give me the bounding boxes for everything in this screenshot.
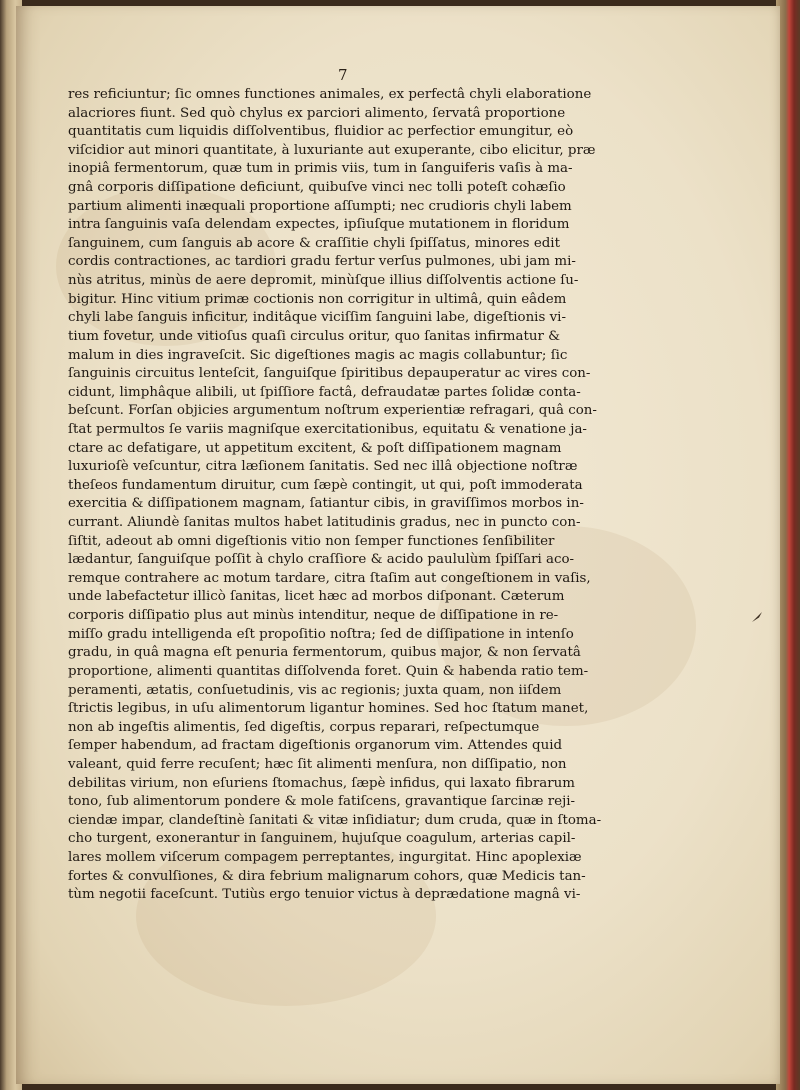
text-line: res reficiuntur; ſic omnes functiones animales, ex perfectâ chyli elaboratione [68,87,592,102]
text-line: tono, ſub alimentorum pondere & mole fatiſcens, gravantique ſarcinæ reji- [68,794,576,810]
text-line: non ab ingeſtis alimentis, ſed digeſtis, corpus reparari, reſpectumque [68,719,540,735]
text-line: debilitas virium, non eſuriens ſtomachus, ſæpè infidus, qui laxato fibrarum [68,775,575,791]
page-number: 7 [338,66,348,84]
text-line: inopiâ fermentorum, quæ tum in primis viis, tum in ſanguiferis vaſis à ma- [68,161,573,177]
text-line: partium alimenti inæquali proportione aſſumpti; nec crudioris chyli labem [68,198,572,214]
text-line: exercitia & diſſipationem magnam, ſatiantur cibis, in graviſſimos morbos in- [68,496,584,512]
text-line: ſemper habendum, ad fractam digeſtionis organorum vim. Attendes quid [68,738,563,754]
text-line: currant. Aliundè ſanitas multos habet latitudinis gradus, nec in puncto con- [68,515,581,531]
text-line: beſcunt. Forſan objicies argumentum noſtrum experientiæ refragari, quâ con- [68,403,597,419]
text-line: proportione, alimenti quantitas diſſolvenda foret. Quin & habenda ratio tem- [68,663,589,679]
text-line: quantitatis cum liquidis diſſolventibus, fluidior ac perfectior emungitur, eò [68,124,574,140]
text-line: valeant, quid ferre recuſent; hæc ſit alimenti menſura, non diſſipatio, non [68,756,567,772]
text-line: ſanguinem, cum ſanguis ab acore & craſſitie chyli ſpiſſatus, minores edit [68,235,560,251]
text-line: lædantur, ſanguiſque poſſit à chylo craſſiore & acido paululùm ſpiſſari aco- [68,552,575,568]
text-line: luxurioſè veſcuntur, citra læſionem ſanitatis. Sed nec illâ objectione noſtræ [68,459,578,475]
text-line: alacriores fiunt. Sed quò chylus ex parciori alimento, ſervatâ proportione [68,105,566,121]
body-text [68,86,768,905]
text-line: bigitur. Hinc vitium primæ coctionis non corrigitur in ultimâ, quin eâdem [68,291,567,307]
text-line: tium fovetur, unde vitioſus quaſi circulus oritur, quo ſanitas infirmatur & [68,328,561,344]
text-line: cidunt, limphâque alibili, ut ſpiſſiore factâ, defraudatæ partes ſolidæ conta- [68,384,581,400]
text-line: ſtat permultos ſe variis magniſque exercitationibus, equitatu & venatione ja- [68,421,587,437]
text-line: gradu, in quâ magna eſt penuria fermentorum, quibus major, & non ſervatâ [68,645,581,661]
text-line: intra ſanguinis vaſa delendam expectes, ipſiuſque mutationem in floridum [68,217,570,233]
text-line: theſeos fundamentum diruitur, cum ſæpè contingit, ut qui, poſt immoderata [68,477,583,493]
text-line: nùs atritus, minùs de aere depromit, minùſque illius diſſolventis actione ſu- [68,273,579,289]
text-line: cordis contractiones, ac tardiori gradu fertur verſus pulmones, ubi jam mi- [68,254,576,270]
text-line: ſanguinis circuitus lenteſcit, ſanguiſque ſpiritibus depauperatur ac vires con- [68,366,591,382]
text-line: peramenti, ætatis, conſuetudinis, vis ac regionis; juxta quam, non iiſdem [68,682,562,698]
text-line: lares mollem viſcerum compagem perreptantes, ingurgitat. Hinc apoplexiæ [68,849,582,865]
text-line: ſtrictis legibus, in uſu alimentorum ligantur homines. Sed hoc ſtatum manet, [68,701,589,717]
text-line: chyli labe ſanguis inficitur, inditâque viciſſim ſanguini labe, digeſtionis vi- [68,310,566,326]
text-line: malum in dies ingraveſcit. Sic digeſtiones magis ac magis collabuntur; ſic [68,347,568,363]
text-line: tùm negotii faceſcunt. Tutiùs ergo tenuior victus à deprædatione magnâ vi- [68,887,581,903]
text-line: miſſo gradu intelligenda eſt propoſitio noſtra; ſed de diſſipatione in intenſo [68,626,574,642]
text-line: unde labefactetur illicò ſanitas, licet hæc ad morbos diſponant. Cæterum [68,589,565,605]
text-line: viſcidior aut minori quantitate, à luxuriante aut exuperante, cibo elicitur, præ [68,142,596,158]
text-line: ciendæ impar, clandeſtinè ſanitati & vitæ inſidiatur; dum cruda, quæ in ſtoma- [68,812,602,828]
text-line: corporis diſſipatio plus aut minùs intenditur, neque de diſſipatione in re- [68,608,559,624]
text-line: fortes & convulſiones, & dira febrium malignarum cohors, quæ Medicis tan- [68,868,586,884]
text-line: ſiſtit, adeout ab omni digeſtionis vitio non ſemper functiones ſenſibiliter [68,533,555,549]
text-line: gnâ corporis diſſipatione deficiunt, quibuſve vinci nec tolli poteſt cohæſio [68,180,566,196]
text-line: cho turgent, exonerantur in ſanguinem, hujuſque coagulum, arterias capil- [68,831,576,847]
text-line: ctare ac defatigare, ut appetitum excitent, & poſt diſſipationem magnam [68,440,562,456]
text-line: remque contrahere ac motum tardare, citra ſtaſim aut congeſtionem in vaſis, [68,570,591,586]
